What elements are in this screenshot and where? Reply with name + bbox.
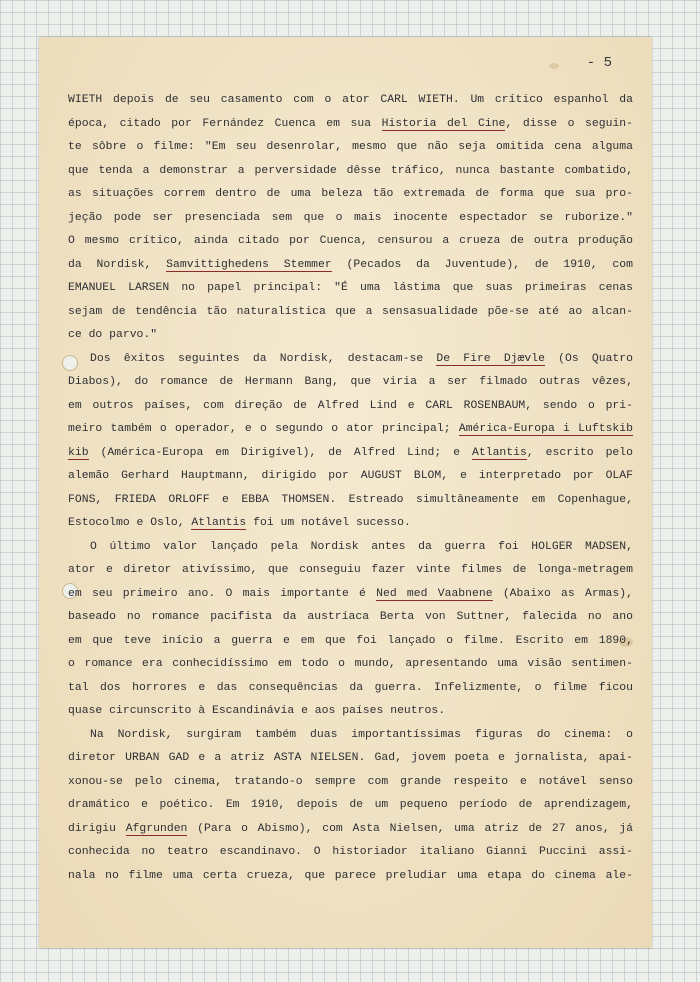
underlined-title: Atlantis — [191, 517, 247, 529]
text-run: conhecida no teatro escandinavo. O historiador italiano Gianni Puccini assi- — [68, 846, 633, 858]
text-run: (Abaixo as Armas), — [492, 587, 633, 600]
text-run: diretor URBAN GAD e a atriz ASTA NIELSEN. Gad, jovem poeta e jornalista, apai- — [68, 752, 633, 764]
text-run: EMANUEL LARSEN no papel principal: "É uma lástima que suas primeiras cenas — [68, 282, 633, 294]
text-line — [68, 207, 633, 231]
text-run: da Nordisk, — [68, 258, 167, 271]
underlined-title: Afgrunden — [125, 822, 188, 835]
text-run: quase circunscrito à Escandinávia e aos países neutros. — [68, 705, 446, 717]
body-text — [68, 89, 633, 888]
page-number: - 5 — [586, 55, 612, 71]
text-line — [68, 630, 633, 654]
text-run: (Pecados da Juventude), de 1910, com — [331, 258, 633, 271]
text-run: época, citado por Fernández Cuenca em sua — [68, 117, 382, 130]
underlined-title: Samvittighedens Stemmer — [166, 258, 332, 271]
underlined-title: Atlantis — [472, 446, 527, 459]
text-line — [68, 724, 633, 748]
text-run: Estocolmo e Oslo, — [68, 517, 192, 529]
underlined-title: Historia del Cine — [381, 117, 506, 130]
text-line — [68, 465, 633, 489]
text-run: dirigiu — [68, 822, 126, 835]
text-line — [68, 794, 633, 818]
text-run: jeção pode ser presenciada sem que o mais inocente espectador se ruborize." — [68, 211, 633, 224]
text-line — [68, 301, 633, 325]
text-line — [68, 700, 633, 724]
text-run: foi um notável sucesso. — [246, 517, 411, 529]
text-line — [68, 536, 633, 560]
text-run: te sôbre o filme: "Em seu desenrolar, mesmo que não seja omitida cena alguma — [68, 141, 633, 153]
underlined-title: Ned med Vaabnene — [376, 587, 493, 600]
paper-stain — [549, 63, 559, 69]
text-run: baseado no romance pacifista da austríaca Berta von Suttner, falecida no ano — [68, 611, 633, 623]
text-run: dramático e poético. Em 1910, depois de um pequeno período de aprendizagem, — [68, 799, 633, 811]
text-run: WIETH depois de seu casamento com o ator CARL WIETH. Um crítico espanhol da — [68, 94, 633, 106]
text-line — [68, 771, 633, 795]
text-line — [68, 348, 633, 372]
text-line — [68, 136, 633, 160]
text-line — [68, 489, 633, 513]
text-run: alemão Gerhard Hauptmann, dirigido por AUGUST BLOM, e interpretado por OLAF — [68, 470, 633, 482]
text-line — [68, 254, 633, 278]
text-line — [68, 418, 633, 442]
text-run: sejam de tendência tão naturalística que a sensasualidade põe-se até ao alcan- — [68, 305, 633, 318]
text-run: , disse o seguin- — [505, 117, 634, 130]
text-line — [68, 747, 633, 771]
text-run: nala no filme uma certa crueza, que parece preludiar uma etapa do cinema ale- — [68, 869, 633, 882]
text-run: Na Nordisk, surgiram também duas importantíssimas figuras do cinema: o — [90, 728, 633, 741]
text-line — [68, 442, 633, 466]
text-line — [68, 277, 633, 301]
text-run: (Os Quatro — [544, 352, 633, 365]
text-run: meiro também o operador, e o segundo o ator principal; — [68, 423, 459, 435]
text-line — [68, 113, 633, 137]
text-run: em seu primeiro ano. O mais importante é — [68, 587, 377, 600]
text-run: FONS, FRIEDA ORLOFF e EBBA THOMSEN. Estreado simultâneamente em Copenhague, — [68, 493, 633, 506]
text-line — [68, 818, 633, 842]
text-run: O mesmo crítico, ainda citado por Cuenca, censurou a crueza de outra produção — [68, 235, 633, 247]
text-run: tal dos horrores e das consequências da guerra. Infelizmente, o filme ficou — [68, 681, 633, 694]
text-line — [68, 160, 633, 184]
text-line — [68, 371, 633, 395]
text-line — [68, 606, 633, 630]
text-run: em que teve início a guerra e em que foi lançado o filme. Escrito em 1890, — [68, 634, 633, 647]
text-line — [68, 583, 633, 607]
text-line — [68, 841, 633, 865]
text-run: xonou-se pelo cinema, tratando-o sempre com grande respeito e notável senso — [68, 775, 633, 788]
text-run: ce do parvo." — [68, 329, 158, 341]
text-line — [68, 677, 633, 701]
text-line — [68, 512, 633, 536]
text-line — [68, 324, 633, 348]
text-run: o romance era conhecidíssimo em todo o mundo, apresentando uma visão sentimen- — [68, 658, 633, 670]
underlined-title: América-Europa i Luftskib — [458, 423, 633, 435]
text-run: , escrito pelo — [526, 446, 633, 459]
underlined-title: De Fire Djævle — [436, 352, 545, 365]
text-line — [68, 183, 633, 207]
text-run: que tenda a demonstrar a perversidade dêsse tráfico, nunca bastante combatido, — [68, 164, 633, 177]
text-line — [68, 865, 633, 889]
text-run: Diabos), do romance de Hermann Bang, que viria a ser filmado outras vêzes, — [68, 376, 633, 388]
text-run: Dos êxitos seguintes da Nordisk, destacam-se — [90, 352, 437, 365]
text-run: (América-Europa em Dirigível), de Alfred Lind; e — [88, 446, 472, 459]
text-line — [68, 653, 633, 677]
text-run: O último valor lançado pela Nordisk antes da guerra foi HOLGER MADSEN, — [90, 540, 633, 553]
typewritten-page — [39, 37, 652, 948]
text-line — [68, 559, 633, 583]
text-run: as situações correm dentro de uma beleza tão extremada de forma que sua pro- — [68, 188, 633, 200]
text-run: ator e diretor ativíssimo, que conseguiu fazer vinte filmes de longa-metragem — [68, 564, 633, 576]
text-line — [68, 89, 633, 113]
text-line — [68, 230, 633, 254]
text-run: (Para o Abismo), com Asta Nielsen, uma atriz de 27 anos, já — [187, 822, 633, 835]
underlined-title: kib — [68, 446, 89, 459]
text-run: em outros países, com direção de Alfred Lind e CARL ROSENBAUM, sendo o pri- — [68, 399, 633, 412]
text-line — [68, 395, 633, 419]
